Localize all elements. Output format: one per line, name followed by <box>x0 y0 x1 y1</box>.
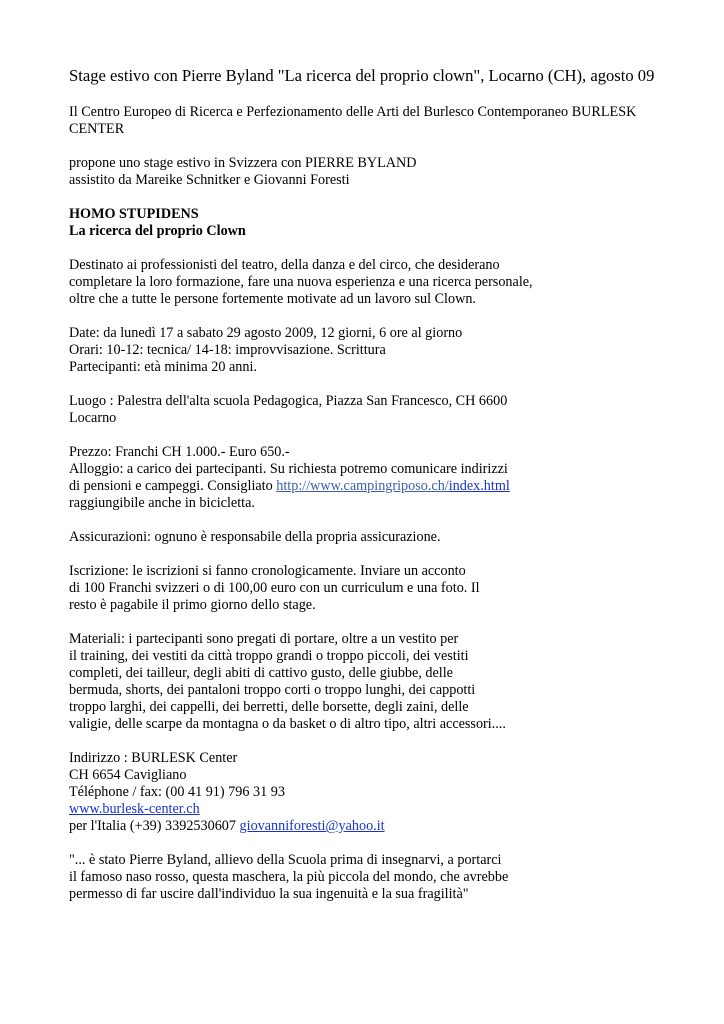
course-title: HOMO STUPIDENS <box>69 206 199 222</box>
lodging-text: di pensioni e campeggi. Consigliato <box>69 478 277 494</box>
schedule-date: Date: da lunedì 17 a sabato 29 agosto 2009, 12 giorni, 6 ore al giorno <box>69 325 463 341</box>
insurance-paragraph <box>69 529 669 546</box>
proposal-paragraph <box>69 155 669 189</box>
intro-line: CENTER <box>69 121 125 137</box>
location-line: Luogo : Palestra dell'alta scuola Pedagogica, Piazza San Francesco, CH 6600 <box>69 393 508 409</box>
contact-phone: Téléphone / fax: (00 41 91) 796 31 93 <box>69 784 285 800</box>
materials-line: Materiali: i partecipanti sono pregati di portare, oltre a un vestito per <box>69 631 459 647</box>
schedule-hours: Orari: 10-12: tecnica/ 14-18: improvvisazione. Scrittura <box>69 342 386 358</box>
contact-address: Indirizzo : BURLESK Center <box>69 750 238 766</box>
quote-line: il famoso naso rosso, questa maschera, la più piccola del mondo, che avrebbe <box>69 869 509 885</box>
schedule-participants: Partecipanti: età minima 20 anni. <box>69 359 257 375</box>
intro-paragraph <box>69 104 669 138</box>
contact-italy-line <box>69 818 669 835</box>
camping-link[interactable]: http://www.campingriposo.ch/ <box>276 478 449 494</box>
lodging-line <box>69 478 669 495</box>
website-link[interactable]: www.burlesk-center.ch <box>69 801 200 817</box>
target-line: Destinato ai professionisti del teatro, della danza e del circo, che desiderano <box>69 257 500 273</box>
document-title: Stage estivo con Pierre Byland "La ricerca del proprio clown", Locarno (CH), agosto 09 <box>69 66 655 85</box>
italy-phone: per l'Italia (+39) 3392530607 <box>69 818 240 834</box>
proposal-line: assistito da Mareike Schnitker e Giovanni Foresti <box>69 172 350 188</box>
location-line: Locarno <box>69 410 117 426</box>
course-heading <box>69 206 669 240</box>
lodging-line: raggiungibile anche in bicicletta. <box>69 495 255 511</box>
course-subtitle: La ricerca del proprio Clown <box>69 223 246 239</box>
materials-paragraph <box>69 631 669 733</box>
target-paragraph <box>69 257 669 308</box>
lodging-line: Alloggio: a carico dei partecipanti. Su richiesta potremo comunicare indirizzi <box>69 461 508 477</box>
contact-website-line <box>69 801 669 818</box>
intro-line: Il Centro Europeo di Ricerca e Perfezionamento delle Arti del Burlesco Contemporaneo BURLESK <box>69 104 637 120</box>
materials-line: bermuda, shorts, dei pantaloni troppo corti o troppo lunghi, dei cappotti <box>69 682 476 698</box>
registration-line: Iscrizione: le iscrizioni si fanno cronologicamente. Inviare un acconto <box>69 563 466 579</box>
schedule-paragraph <box>69 325 669 376</box>
materials-line: troppo larghi, dei cappelli, dei berretti, delle borsette, degli zaini, delle <box>69 699 469 715</box>
materials-line: valigie, delle scarpe da montagna o da basket o di altro tipo, altri accessori.... <box>69 716 506 732</box>
target-line: oltre che a tutte le persone fortemente motivate ad un lavoro sul Clown. <box>69 291 476 307</box>
insurance-line: Assicurazioni: ognuno è responsabile della propria assicurazione. <box>69 529 441 545</box>
location-paragraph <box>69 393 669 427</box>
target-line: completare la loro formazione, fare una nuova esperienza e una ricerca personale, <box>69 274 533 290</box>
contact-paragraph <box>69 750 669 835</box>
quote-paragraph <box>69 852 669 903</box>
registration-line: di 100 Franchi svizzeri o di 100,00 euro con un curriculum e una foto. Il <box>69 580 480 596</box>
camping-link-index[interactable]: index.html <box>448 478 510 494</box>
price-line: Prezzo: Franchi CH 1.000.- Euro 650.- <box>69 444 290 460</box>
pricing-paragraph <box>69 444 669 512</box>
materials-line: il training, dei vestiti da città troppo grandi o troppo piccoli, dei vestiti <box>69 648 469 664</box>
email-link[interactable]: giovanniforesti@yahoo.it <box>239 818 385 834</box>
registration-paragraph <box>69 563 669 614</box>
registration-line: resto è pagabile il primo giorno dello stage. <box>69 597 316 613</box>
contact-city: CH 6654 Cavigliano <box>69 767 187 783</box>
proposal-line: propone uno stage estivo in Svizzera con PIERRE BYLAND <box>69 155 417 171</box>
materials-line: completi, dei tailleur, degli abiti di cattivo gusto, delle giubbe, delle <box>69 665 453 681</box>
document-page <box>69 66 669 920</box>
quote-line: "... è stato Pierre Byland, allievo della Scuola prima di insegnarvi, a portarci <box>69 852 502 868</box>
quote-line: permesso di far uscire dall'individuo la sua ingenuità e la sua fragilità" <box>69 886 469 902</box>
